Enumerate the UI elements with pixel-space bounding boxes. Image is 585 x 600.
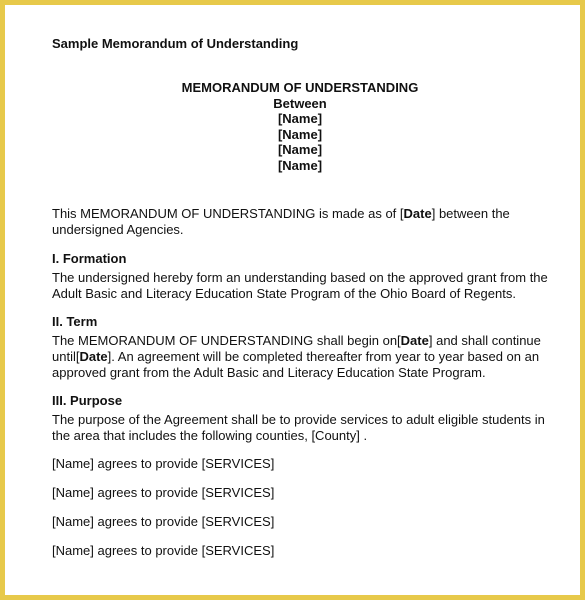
term-paragraph xyxy=(52,333,552,381)
title-block xyxy=(5,80,580,173)
service-line: [Name] agrees to provide [SERVICES] xyxy=(52,514,275,529)
document-page xyxy=(5,5,580,595)
term-text: The MEMORANDUM OF UNDERSTANDING shall begin on[ xyxy=(52,333,401,348)
memorandum-title: MEMORANDUM OF UNDERSTANDING xyxy=(181,80,419,95)
formation-line: Adult Basic and Literacy Education State Program of the Ohio Board of Regents. xyxy=(52,286,516,301)
party-name: [Name] xyxy=(277,111,323,126)
term-line xyxy=(52,349,552,365)
term-text: ]. An agreement will be completed thereafter from year to year based on an xyxy=(107,349,540,364)
purpose-heading: III. Purpose xyxy=(52,393,123,408)
term-line xyxy=(52,333,552,349)
intro-text: ] between the xyxy=(431,206,510,221)
sample-title: Sample Memorandum of Understanding xyxy=(52,36,299,51)
purpose-line: The purpose of the Agreement shall be to provide services to adult eligible students in xyxy=(52,412,545,427)
intro-line xyxy=(52,206,552,222)
intro-text: This MEMORANDUM OF UNDERSTANDING is made as of [ xyxy=(52,206,404,221)
party-name: [Name] xyxy=(277,157,323,173)
term-heading: II. Term xyxy=(52,314,98,329)
intro-line: undersigned Agencies. xyxy=(52,222,184,237)
purpose-paragraph xyxy=(52,412,552,444)
term-text: ] and shall continue xyxy=(428,333,541,348)
between-label: Between xyxy=(273,95,327,111)
formation-paragraph xyxy=(52,270,552,302)
party-name: [Name] xyxy=(277,126,323,142)
term-text: until[ xyxy=(52,349,80,364)
term-line: approved grant from the Adult Basic and Literacy Education State Program. xyxy=(52,365,486,380)
party-name: [Name] xyxy=(277,142,323,157)
formation-heading: I. Formation xyxy=(52,251,127,266)
purpose-line: the area that includes the following counties, [County] . xyxy=(52,428,368,443)
date-placeholder: Date xyxy=(400,333,429,348)
date-placeholder: Date xyxy=(79,349,108,364)
intro-paragraph xyxy=(52,206,552,238)
service-line: [Name] agrees to provide [SERVICES] xyxy=(52,485,275,500)
date-placeholder: Date xyxy=(403,206,432,221)
service-line: [Name] agrees to provide [SERVICES] xyxy=(52,456,275,471)
formation-line: The undersigned hereby form an understanding based on the approved grant from the xyxy=(52,270,548,285)
service-line: [Name] agrees to provide [SERVICES] xyxy=(52,543,275,558)
